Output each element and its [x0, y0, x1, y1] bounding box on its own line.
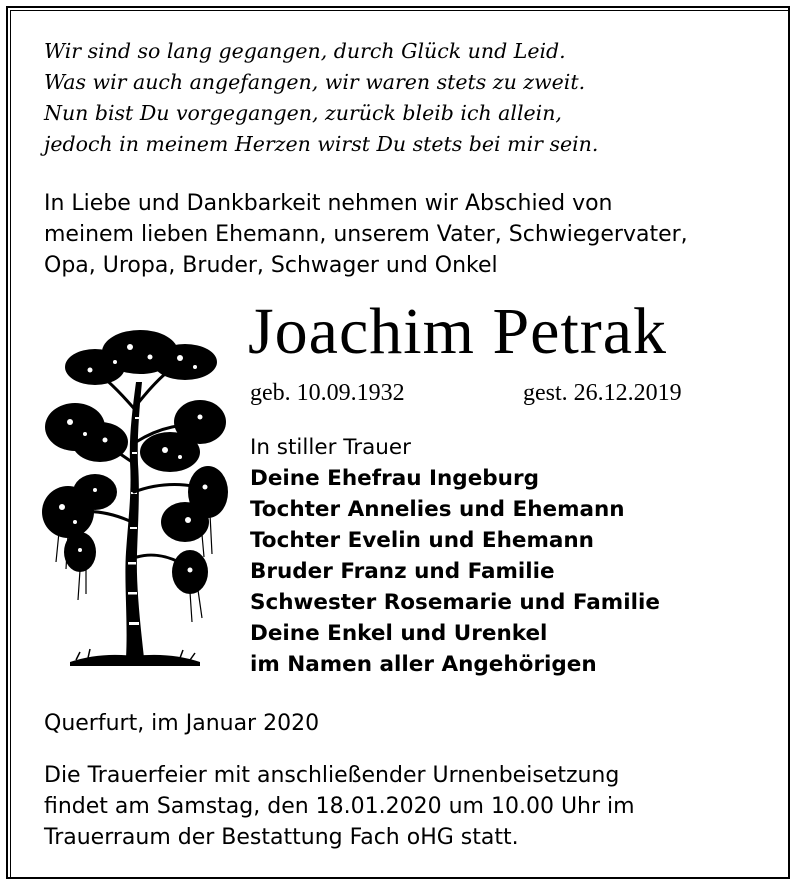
- intro-line: In Liebe und Dankbarkeit nehmen wir Abschied von: [44, 191, 613, 216]
- funeral-info: [44, 760, 774, 853]
- mourners-list: [250, 432, 770, 680]
- poem-line: Wir sind so lang gegangen, durch Glück und Leid.: [44, 39, 566, 63]
- list-item: Tochter Annelies und Ehemann: [250, 497, 625, 522]
- intro-line: meinem lieben Ehemann, unserem Vater, Schwiegervater,: [44, 222, 688, 247]
- funeral-line: findet am Samstag, den 18.01.2020 um 10.00 Uhr im: [44, 794, 635, 819]
- poem: [44, 36, 764, 160]
- life-dates: [250, 378, 770, 408]
- list-item: Schwester Rosemarie und Familie: [250, 590, 660, 615]
- place-date: Querfurt, im Januar 2020: [44, 711, 320, 736]
- list-item: Tochter Evelin und Ehemann: [250, 528, 594, 553]
- list-item: Deine Enkel und Urenkel: [250, 621, 548, 646]
- deceased-name: Joachim Petrak: [248, 295, 668, 368]
- birth-date: geb. 10.09.1932: [250, 380, 405, 406]
- intro-line: Opa, Uropa, Bruder, Schwager und Onkel: [44, 253, 498, 278]
- list-item: Deine Ehefrau Ingeburg: [250, 466, 539, 491]
- death-date: gest. 26.12.2019: [523, 380, 682, 406]
- poem-line: Nun bist Du vorgegangen, zurück bleib ich allein,: [44, 101, 562, 125]
- birch-tree-icon: [40, 322, 228, 670]
- list-item: Bruder Franz und Familie: [250, 559, 555, 584]
- intro-text: [44, 188, 774, 281]
- funeral-line: Die Trauerfeier mit anschließender Urnenbeisetzung: [44, 763, 620, 788]
- poem-line: Was wir auch angefangen, wir waren stets zu zweit.: [44, 70, 586, 94]
- mourners-heading: In stiller Trauer: [250, 435, 411, 460]
- list-item: im Namen aller Angehörigen: [250, 652, 597, 677]
- poem-line: jedoch in meinem Herzen wirst Du stets bei mir sein.: [44, 132, 599, 156]
- funeral-line: Trauerraum der Bestattung Fach oHG statt.: [44, 825, 519, 850]
